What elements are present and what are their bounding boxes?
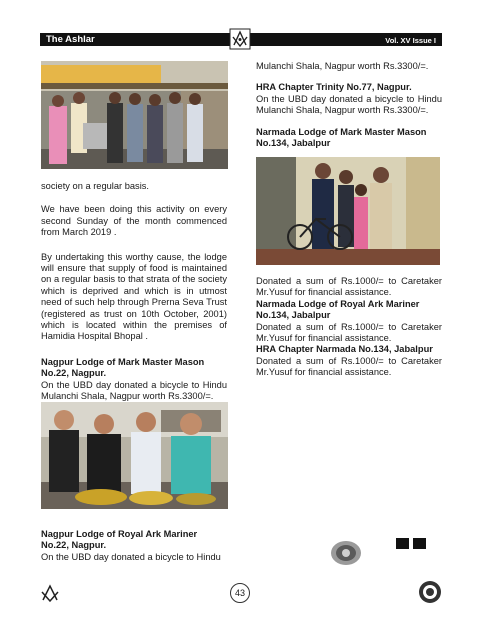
photo-food-distribution [41,61,228,169]
paragraph: By undertaking this worthy cause, the lodge will ensure that supply of food is maintained on a regular basis to that strata of the society which is deprived and which is in utmost need of such help through Prerna Seva Trust (registered as trust on 10th October, 2001) which is located within the premises of Hamidia Hospital Bhopal . [41,251,227,342]
section-heading: Narmada Lodge of Mark Master Mason No.134, Jabalpur [256,126,427,149]
decorative-block-icon [396,538,409,549]
compass-square-icon [40,583,60,603]
photo-cooking-volunteers [41,402,228,509]
paragraph: On the UBD day donated a bicycle to Hindu Mulanchi Shala, Nagpur worth Rs.3300/=. [256,93,442,116]
paragraph: On the UBD day donated a bicycle to Hindu [41,551,221,562]
paragraph: Mulanchi Shala, Nagpur worth Rs.3300/=. [256,61,429,71]
seal-emblem-icon [418,580,442,604]
left-column-upper [41,181,227,412]
decorative-block-icon [413,538,426,549]
magazine-title: The Ashlar [46,34,95,45]
section-heading: Nagpur Lodge of Mark Master Mason No.22, Nagpur. [41,356,205,379]
paragraph: Donated a sum of Rs.1000/= to Caretaker Mr.Yusuf for financial assistance. [256,321,442,344]
masonic-emblem-icon [229,28,251,50]
paragraph: We have been doing this activity on every second Sunday of the month commenced from March 2019 . [41,204,227,238]
decorative-crest-icon [329,539,363,567]
left-column-lower [41,529,227,572]
paragraph: society on a regular basis. [41,181,150,191]
section-heading: Narmada Lodge of Royal Ark Mariner No.134, Jabalpur [256,298,420,321]
issue-label: Vol. XV Issue I [385,36,436,45]
section-heading: HRA Chapter Trinity No.77, Nagpur. [256,82,412,93]
section-heading: HRA Chapter Narmada No.134, Jabalpur [256,344,433,355]
page-number: 43 [230,583,250,603]
right-column-lower [256,276,442,379]
paragraph: Donated a sum of Rs.1000/= to Caretaker Mr.Yusuf for financial assistance. [256,355,442,378]
section-heading: Nagpur Lodge of Royal Ark Mariner No.22, Nagpur. [41,529,198,551]
paragraph: On the UBD day donated a bicycle to Hindu Mulanchi Shala, Nagpur worth Rs.3300/=. [41,379,227,402]
right-column-upper [256,61,442,149]
paragraph: Donated a sum of Rs.1000/= to Caretaker Mr.Yusuf for financial assistance. [256,276,442,298]
photo-bicycle-donation [256,157,440,265]
